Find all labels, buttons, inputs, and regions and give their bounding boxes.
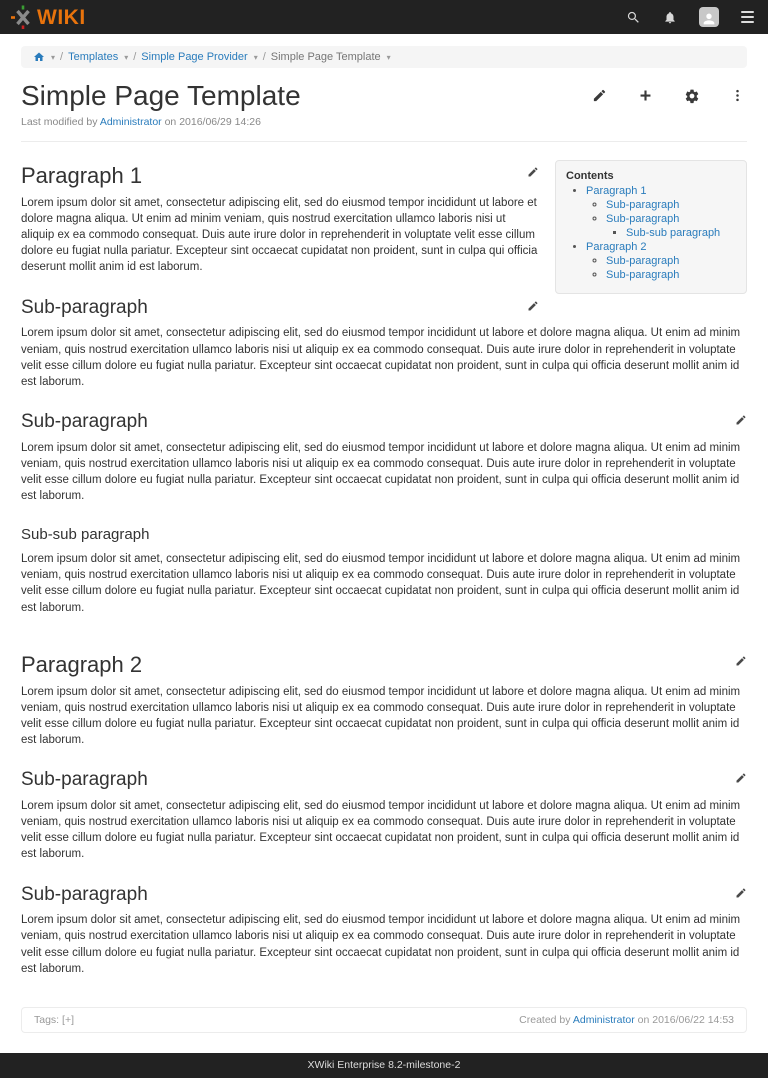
page-title: Simple Page Template <box>21 80 301 111</box>
toc-item <box>606 213 738 239</box>
xwiki-logo-x-icon <box>10 4 36 30</box>
edit-button[interactable] <box>592 88 607 103</box>
section-body: Lorem ipsum dolor sit amet, consectetur adipiscing elit, sed do eiusmod tempor incididunt ut labore et dolore magna aliqua. Ut enim ad minim veniam, quis nostrud exercitation ullamco laboris nisi ut aliquip ex ea commodo consequat. Duis aute irure dolor in reprehenderit in voluptate velit esse cillum dolore eu fugiat nulla pariatur. Excepteur sint occaecat cupidatat non proident, sunt in culpa qui officia deserunt mollit anim id est laborum. <box>21 553 741 614</box>
breadcrumb-item-simple-page-provider[interactable]: Simple Page Provider <box>141 51 248 63</box>
add-tag-button[interactable]: [+] <box>62 1013 74 1026</box>
toc-link-sub-paragraph[interactable]: Sub-paragraph <box>606 254 680 267</box>
xwiki-logo[interactable] <box>10 4 86 30</box>
section-heading-sub-paragraph: Sub-paragraph <box>21 884 747 906</box>
chevron-down-icon[interactable]: ▾ <box>51 52 56 62</box>
toc-link-paragraph-2[interactable]: Paragraph 2 <box>586 240 647 253</box>
toc-item <box>626 227 738 239</box>
xwiki-logo-text: WIKI <box>37 5 86 29</box>
created-user-link[interactable]: Administrator <box>572 1013 635 1026</box>
section-body: Lorem ipsum dolor sit amet, consectetur adipiscing elit, sed do eiusmod tempor incididunt ut labore et dolore magna aliqua. Ut enim ad minim veniam, quis nostrud exercitation ullamco laboris nisi ut aliquip ex ea commodo consequat. Duis aute irure dolor in reprehenderit in voluptate velit esse cillum dolore eu fugiat nulla pariatur. Excepteur sint occaecat cupidatat non proident, sunt in culpa qui officia deserunt mollit anim id est laborum. <box>21 327 741 388</box>
section-body: Lorem ipsum dolor sit amet, consectetur adipiscing elit, sed do eiusmod tempor incididunt ut labore et dolore magna aliqua. Ut enim ad minim veniam, quis nostrud exercitation ullamco laboris nisi ut aliquip ex ea commodo consequat. Duis aute irure dolor in reprehenderit in voluptate velit esse cillum dolore eu fugiat nulla pariatur. Excepteur sint occaecat cupidatat non proident, sunt in culpa qui officia deserunt mollit anim id est laborum. <box>21 441 741 502</box>
notifications-bell-icon[interactable] <box>663 10 677 25</box>
toc-link-sub-paragraph[interactable]: Sub-paragraph <box>606 198 680 211</box>
created-line: Created by Administrator on 2016/06/22 14:53 <box>519 1013 734 1026</box>
contents-panel <box>555 160 747 294</box>
section-edit-pencil-icon[interactable] <box>527 166 539 178</box>
section-edit-pencil-icon[interactable] <box>735 414 747 426</box>
section-body: Lorem ipsum dolor sit amet, consectetur adipiscing elit, sed do eiusmod tempor incididunt ut labore et dolore magna aliqua. Ut enim ad minim veniam, quis nostrud exercitation ullamco laboris nisi ut aliquip ex ea commodo consequat. Duis aute irure dolor in reprehenderit in voluptate velit esse cillum dolore eu fugiat nulla pariatur. Excepteur sint occaecat cupidatat non proident, sunt in culpa qui officia deserunt mollit anim id est laborum. <box>21 197 538 274</box>
toc-item <box>606 255 738 267</box>
version-bar: XWiki Enterprise 8.2-milestone-2 <box>0 1053 768 1078</box>
toc-link-paragraph-1[interactable]: Paragraph 1 <box>586 184 647 197</box>
section-heading-sub-sub-paragraph: Sub-sub paragraph <box>21 526 150 543</box>
section-heading-sub-paragraph: Sub-paragraph <box>21 769 747 791</box>
top-navbar <box>0 0 768 34</box>
menu-hamburger-icon[interactable] <box>741 11 754 23</box>
toc-link-sub-paragraph[interactable]: Sub-paragraph <box>606 268 680 281</box>
breadcrumb: ▾ / Templates ▾ / Simple Page Provider ▾ / Simple Page Template ▾ <box>21 46 747 68</box>
chevron-down-icon[interactable]: ▾ <box>253 52 258 62</box>
toc-item <box>586 185 738 239</box>
section-edit-pencil-icon[interactable] <box>735 887 747 899</box>
chevron-down-icon[interactable]: ▾ <box>124 52 129 62</box>
section-heading-paragraph-1: Paragraph 1 <box>21 163 747 188</box>
toc-link-sub-paragraph[interactable]: Sub-paragraph <box>606 212 680 225</box>
contents-title: Contents <box>566 169 614 182</box>
modified-user-link[interactable]: Administrator <box>99 115 162 128</box>
avatar-person-icon <box>699 7 719 27</box>
search-icon[interactable] <box>626 10 641 25</box>
document-content <box>21 142 747 985</box>
toc-item <box>606 199 738 211</box>
document-footer <box>21 1007 747 1033</box>
create-button[interactable] <box>637 87 654 104</box>
section-body: Lorem ipsum dolor sit amet, consectetur adipiscing elit, sed do eiusmod tempor incididunt ut labore et dolore magna aliqua. Ut enim ad minim veniam, quis nostrud exercitation ullamco laboris nisi ut aliquip ex ea commodo consequat. Duis aute irure dolor in reprehenderit in voluptate velit esse cillum dolore eu fugiat nulla pariatur. Excepteur sint occaecat cupidatat non proident, sunt in culpa qui officia deserunt mollit anim id est laborum. <box>21 800 741 861</box>
section-heading-paragraph-2: Paragraph 2 <box>21 652 747 677</box>
section-edit-pencil-icon[interactable] <box>527 300 539 312</box>
section-body: Lorem ipsum dolor sit amet, consectetur adipiscing elit, sed do eiusmod tempor incididunt ut labore et dolore magna aliqua. Ut enim ad minim veniam, quis nostrud exercitation ullamco laboris nisi ut aliquip ex ea commodo consequat. Duis aute irure dolor in reprehenderit in voluptate velit esse cillum dolore eu fugiat nulla pariatur. Excepteur sint occaecat cupidatat non proident, sunt in culpa qui officia deserunt mollit anim id est laborum. <box>21 685 741 747</box>
last-modified-line: Last modified by Administrator on 2016/06/29 14:26 <box>21 115 261 128</box>
breadcrumb-item-templates[interactable]: Templates <box>68 51 119 63</box>
breadcrumb-item-current: Simple Page Template <box>270 51 381 63</box>
section-heading-sub-paragraph: Sub-paragraph <box>21 297 747 319</box>
tags-area <box>34 1014 74 1026</box>
toc-item <box>586 241 738 281</box>
toc-link-sub-sub-paragraph[interactable]: Sub-sub paragraph <box>626 226 721 239</box>
section-body: Lorem ipsum dolor sit amet, consectetur adipiscing elit, sed do eiusmod tempor incididunt ut labore et dolore magna aliqua. Ut enim ad minim veniam, quis nostrud exercitation ullamco laboris nisi ut aliquip ex ea commodo consequat. Duis aute irure dolor in reprehenderit in voluptate velit esse cillum dolore eu fugiat nulla pariatur. Excepteur sint occaecat cupidatat non proident, sunt in culpa qui officia deserunt mollit anim id est laborum. <box>21 914 741 975</box>
toc-item <box>606 269 738 281</box>
section-heading-sub-paragraph: Sub-paragraph <box>21 411 747 433</box>
breadcrumb-home-icon[interactable] <box>33 51 45 63</box>
section-edit-pencil-icon[interactable] <box>735 772 747 784</box>
section-edit-pencil-icon[interactable] <box>735 655 747 667</box>
tags-label: Tags: <box>34 1013 60 1026</box>
chevron-down-icon[interactable]: ▾ <box>386 52 391 62</box>
more-actions-kebab-icon[interactable] <box>730 88 745 103</box>
settings-gear-icon[interactable] <box>684 88 700 104</box>
user-avatar[interactable] <box>699 7 719 27</box>
